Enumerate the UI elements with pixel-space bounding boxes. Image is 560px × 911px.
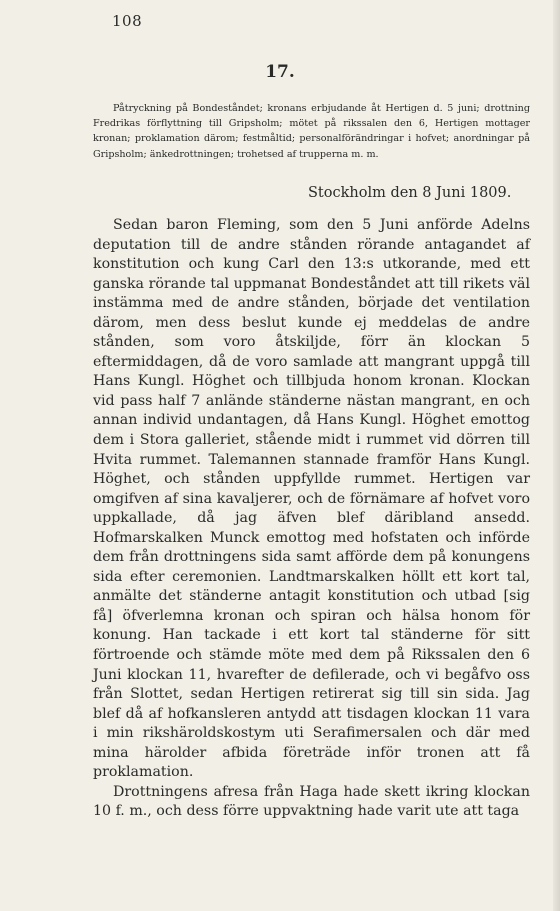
summary-block (93, 101, 530, 162)
dateline: Stockholm den 8 Juni 1809. (308, 185, 512, 201)
paragraph-1: Sedan baron Fleming, som den 5 Juni anförde Adelns deputation till de andre stånden rörande antagandet af konstitution och kung Carl den 13:s utkorande, med ett ganska rörande tal uppmanat Bondeståndet att till rikets väl instämma med de andre stånden, började det ventilation därom, men dess beslut kunde ej meddelas de andre stånden, som voro åtskiljde, förr än klockan 5 eftermiddagen, då de voro samlade att mangrant uppgå till Hans Kungl. Höghet och tillbjuda honom kronan. Klockan vid pass half 7 anlände ständerne nästan mangrant, en och annan individ undantagen, då Hans Kungl. Höghet emottog dem i Stora galleriet, stående midt i rummet vid dörren till Hvita rummet. Talemannen stannade framför Hans Kungl. Höghet, och stånden uppfyllde rummet. Hertigen var omgifven af sina kavaljerer, och de förnämare af hofvet voro uppkallade, då jag äfven blef däribland ansedd. Hofmarskalken Munck emottog med hofstaten och införde dem från drottningens sida samt afförde dem på konungens sida efter ceremonien. Landtmarskalken höllt ett kort tal, anmälte det ständerne antagit konstitution och utbad [sig få] öfverlemna kronan och spiran och hälsa honom för konung. Han tackade i ett kort tal ständerne för sitt förtroende och stämde möte med dem på Rikssalen den 6 Juni klockan 11, hvarefter de defilerade, och vi begåfvo oss från Slottet, sedan Hertigen retirerat sig till sin sida. Jag blef då af hofkansleren antydd att tisdagen klockan 11 vara i min rikshäroldskostym uti Serafimersalen och där med mina härolder afbida företräde inför tronen att få proklamation. (93, 217, 530, 781)
page-edge (553, 0, 560, 911)
page-number: 108 (112, 12, 143, 30)
document-number: 17. (265, 62, 295, 82)
paragraph-2: Drottningens afresa från Haga hade skett ikring klockan 10 f. m., och dess förre uppvaktning hade varit ute att taga (93, 783, 530, 820)
summary-text: Påtryckning på Bondeståndet; kronans erbjudande åt Hertigen d. 5 juni; drottning Fredrikas förflyttning till Gripsholm; mötet på rikssalen den 6, Hertigen mottager kronan; proklamation därom; festmåltid; personalförändringar i hofvet; anordningar på Gripsholm; änkedrottningen; trohetsed af trupperna m. m. (93, 103, 530, 160)
body-text (93, 216, 530, 822)
